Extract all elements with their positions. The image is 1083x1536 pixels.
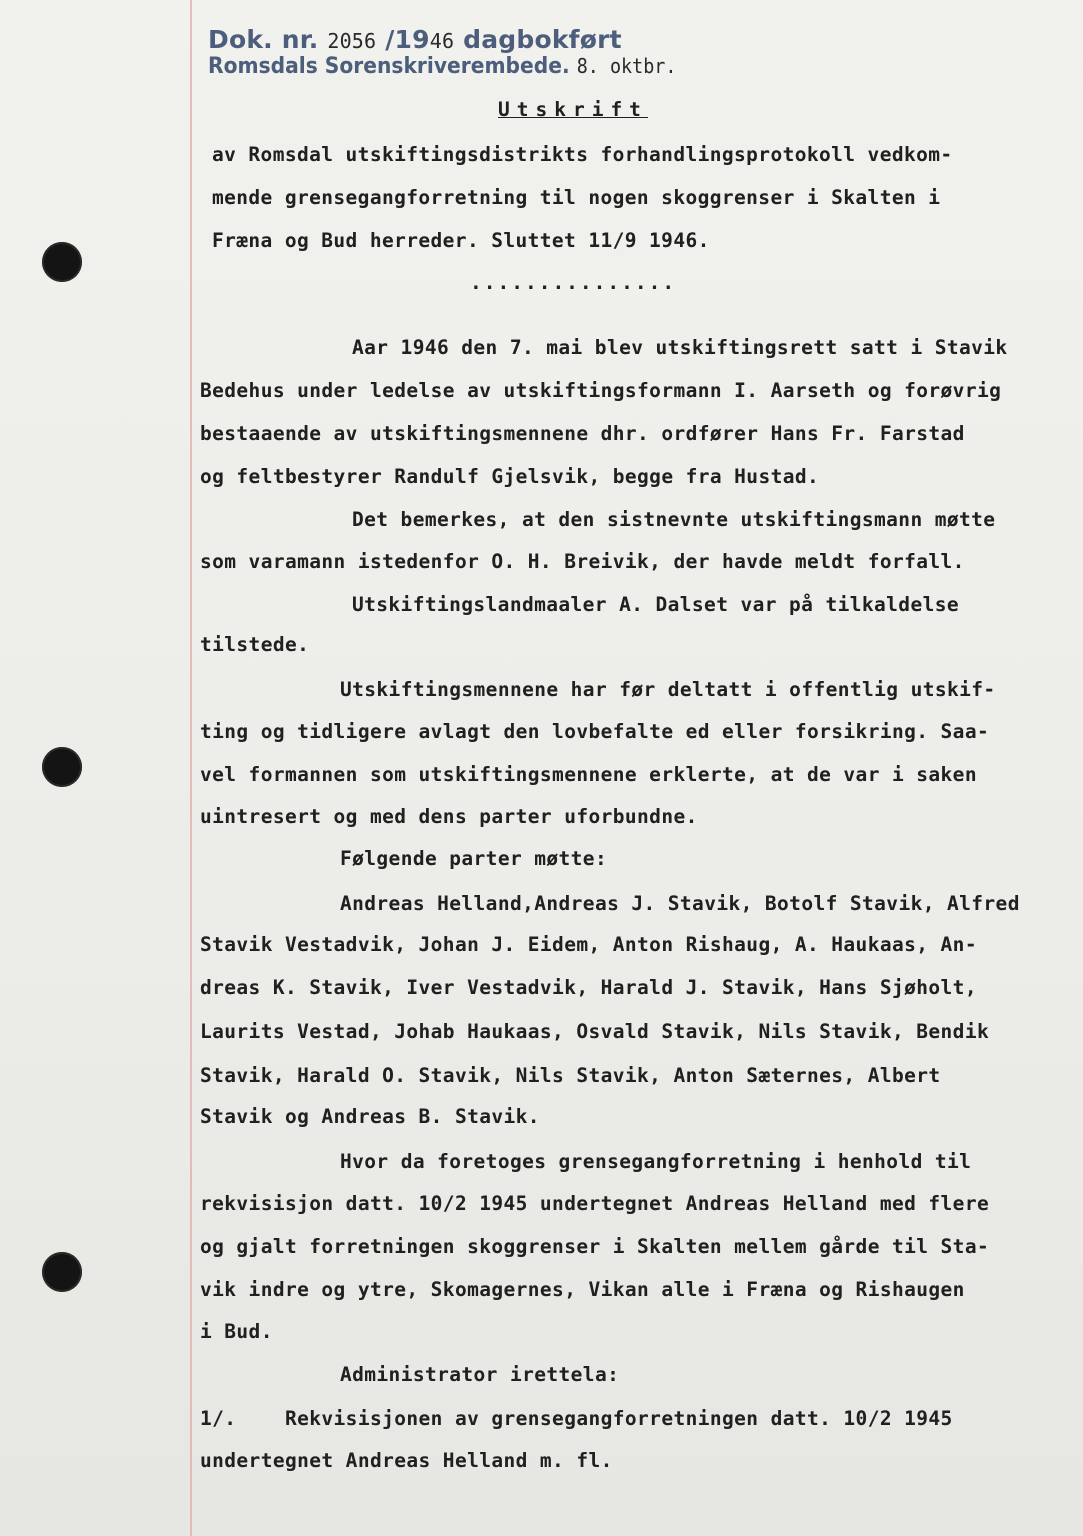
body-line: uintresert og med dens parter uforbundne. [200, 805, 698, 828]
body-line: som varamann istedenfor O. H. Breivik, der havde meldt forfall. [200, 550, 965, 573]
body-line: Det bemerkes, at den sistnevnte utskiftingsmann møtte [352, 508, 996, 531]
registration-stamp [208, 26, 717, 79]
stamp-line-1 [208, 26, 717, 54]
stamp-year: 46 [429, 29, 455, 53]
punch-hole [42, 242, 82, 282]
body-line: dreas K. Stavik, Iver Vestadvik, Harald J. Stavik, Hans Sjøholt, [200, 976, 977, 999]
punch-hole [42, 747, 82, 787]
doc-number: 2056 [327, 29, 377, 53]
body-line: vik indre og ytre, Skomagernes, Vikan alle i Fræna og Rishaugen [200, 1278, 965, 1301]
punch-hole [42, 1252, 82, 1292]
body-line: Bedehus under ledelse av utskiftingsformann I. Aarseth og forøvrig [200, 379, 1002, 402]
stamp-line-2 [208, 55, 676, 79]
body-line: rekvisisjon datt. 10/2 1945 undertegnet Andreas Helland med flere [200, 1192, 990, 1215]
body-line: Stavik Vestadvik, Johan J. Eidem, Anton Rishaug, A. Haukaas, An- [200, 933, 977, 956]
body-line: vel formannen som utskiftingsmennene erklerte, at de var i saken [200, 763, 977, 786]
body-line: ting og tidligere avlagt den lovbefalte ed eller forsikring. Saa- [200, 720, 990, 743]
body-line: og gjalt forretningen skoggrenser i Skalten mellem gårde til Sta- [200, 1235, 990, 1258]
stamp-office: Romsdals Sorenskriverembede. [208, 53, 570, 79]
body-line: Utskiftingslandmaaler A. Dalset var på tilkaldelse [352, 593, 959, 616]
intro-line: mende grensegangforretning til nogen skoggrenser i Skalten i [212, 186, 941, 209]
body-line: Følgende parter møtte: [340, 847, 608, 870]
body-line: undertegnet Andreas Helland m. fl. [200, 1449, 613, 1472]
intro-line: Fræna og Bud herreder. Sluttet 11/9 1946. [212, 229, 710, 252]
stamp-slash-year: /19 [385, 25, 430, 54]
body-line: Aar 1946 den 7. mai blev utskiftingsrett satt i Stavik [352, 336, 1008, 359]
document-title: Utskrift [498, 98, 648, 121]
body-line: Stavik, Harald O. Stavik, Nils Stavik, Anton Sæternes, Albert [200, 1064, 941, 1087]
stamp-dagbokfort: dagbokført [463, 25, 622, 54]
intro-line: av Romsdal utskiftingsdistrikts forhandlingsprotokoll vedkom- [212, 143, 953, 166]
body-line: Hvor da foretoges grensegangforretning i henhold til [340, 1150, 972, 1173]
body-line: 1/. Rekvisisjonen av grensegangforretningen datt. 10/2 1945 [200, 1407, 953, 1430]
body-line: og feltbestyrer Randulf Gjelsvik, begge fra Hustad. [200, 465, 820, 488]
body-line: bestaaende av utskiftingsmennene dhr. ordfører Hans Fr. Farstad [200, 422, 965, 445]
separator-dots: ............... [470, 271, 677, 294]
body-line: Andreas Helland,Andreas J. Stavik, Botolf Stavik, Alfred [340, 892, 1020, 915]
margin-line [190, 0, 192, 1536]
body-line: Laurits Vestad, Johab Haukaas, Osvald Stavik, Nils Stavik, Bendik [200, 1020, 990, 1043]
body-line: Administrator irettela: [340, 1363, 620, 1386]
body-line: i Bud. [200, 1320, 273, 1343]
body-line: tilstede. [200, 633, 310, 656]
stamp-date: 8. oktbr. [576, 53, 677, 78]
body-line: Utskiftingsmennene har før deltatt i offentlig utskif- [340, 678, 996, 701]
stamp-dok-nr: Dok. nr. [208, 25, 319, 54]
body-line: Stavik og Andreas B. Stavik. [200, 1105, 540, 1128]
